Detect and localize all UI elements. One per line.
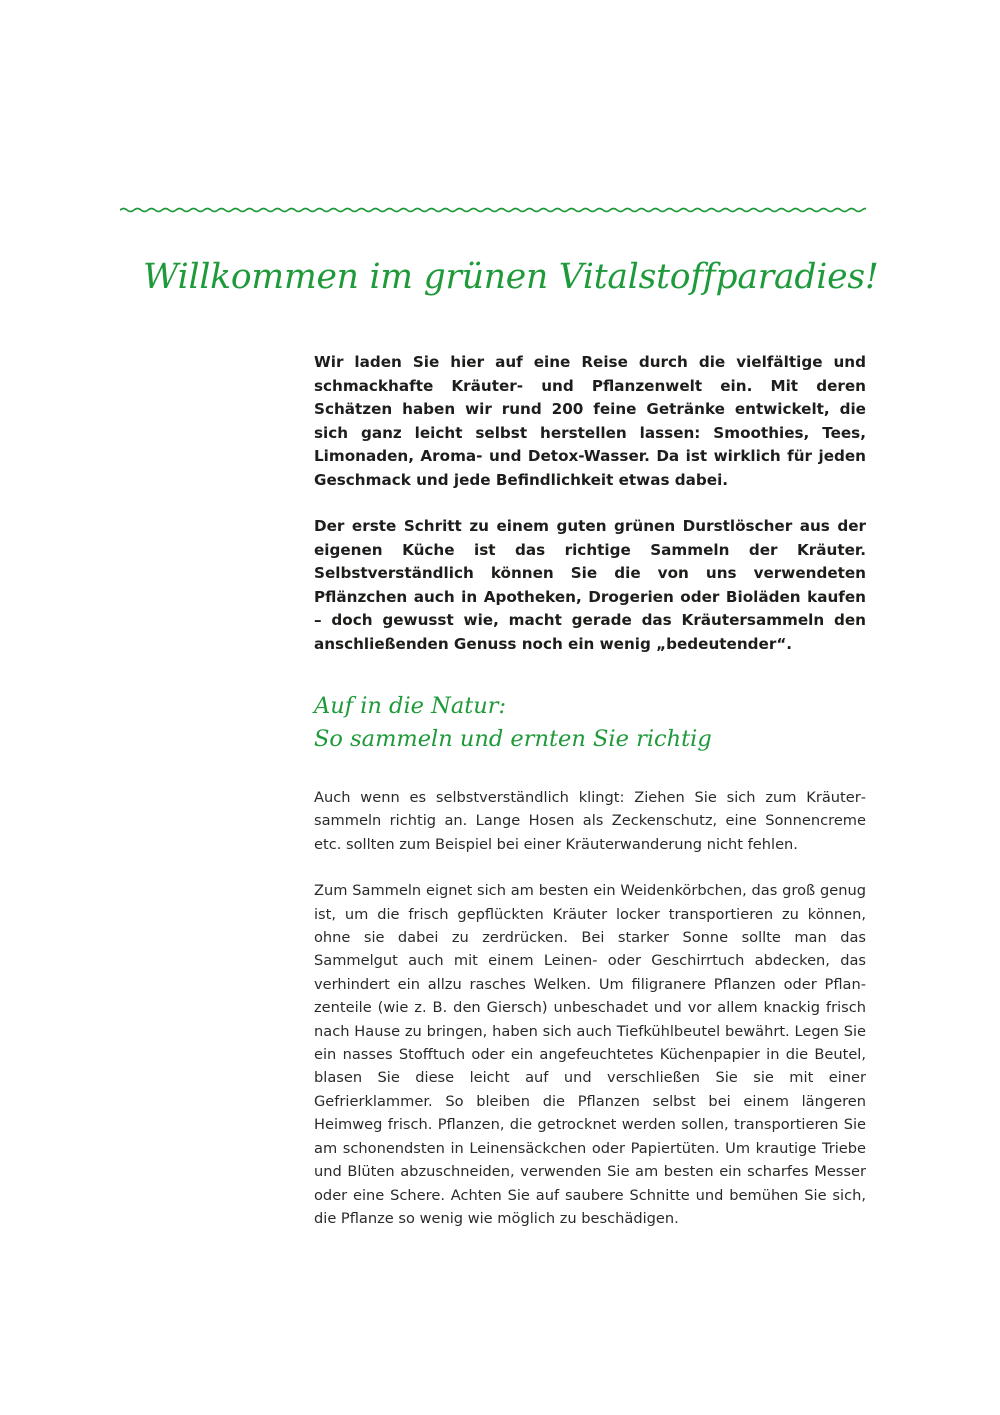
main-content [314, 351, 866, 1230]
body-paragraph: Auch wenn es selbstverständlich klingt: Ziehen Sie sich zum Kräutersammeln richtig an. Lange Hosen als Zeckenschutz, eine Sonnencreme etc. sollten zum Beispiel bei einer Kräuterwanderung nicht fehlen. [314, 789, 866, 853]
section-heading-line: Auf in die Natur: [314, 693, 507, 719]
wave-divider-icon [120, 203, 866, 217]
page-title: Willkommen im grünen Vitalstoffparadies! [143, 257, 879, 297]
section-heading [314, 690, 866, 756]
intro-paragraph: Wir laden Sie hier auf eine Reise durch die vielfältige und schmackhafte Kräuter- und Pflanzenwelt ein. Mit deren Schätzen haben wir rund 200 feine Getränke entwickelt, die sich ganz leicht selbst herstellen lassen: Smoothies, Tees, Limonaden, Aroma- und Detox-Wasser. Da ist wirklich für jeden Geschmack und jede Befindlichkeit etwas dabei. [314, 353, 866, 489]
section-heading-line: So sammeln und ernten Sie richtig [314, 726, 712, 752]
body-paragraph: Zum Sammeln eignet sich am besten ein Weidenkörbchen, das groß genug ist, um die frisch gepflückten Kräuter locker transportieren zu können, ohne sie dabei zu zerdrücken. Bei starker Sonne sollte man das Sammelgut auch mit einem Leinen- oder Geschirrtuch abdecken, das verhindert ein allzu rasches Welken. Um filigranere Pflanzen oder Pflanzenteile (wie z. B. den Giersch) unbeschadet und vor allem knackig frisch nach Hause zu bringen, haben sich auch Tiefkühlbeutel bewährt. Legen Sie ein nasses Stofftuch oder ein angefeuchtetes Küchenpapier in die Beutel, blasen Sie diese leicht auf und verschließen Sie sie mit einer Gefrierklammer. So bleiben die Pflanzen selbst bei einem längeren Heimweg frisch. Pflanzen, die getrocknet werden sollen, transportieren Sie am schonendsten in Leinensäckchen oder Papiertüten. Um krautige Triebe und Blüten abzuschneiden, verwenden Sie am besten ein scharfes Messer oder eine Schere. Achten Sie auf saubere Schnitte und bemühen Sie sich, die Pflanze so wenig wie möglich zu beschädigen. [314, 882, 866, 1227]
intro-paragraph: Der erste Schritt zu einem guten grünen Durstlöscher aus der eigenen Küche ist das richtige Sammeln der Kräuter. Selbstverständlich können Sie die von uns verwendeten Pflänzchen auch in Apotheken, Drogerien oder Bioläden kaufen – doch gewusst wie, macht gerade das Kräutersammeln den anschließenden Genuss noch ein wenig „bedeutender“. [314, 517, 866, 653]
